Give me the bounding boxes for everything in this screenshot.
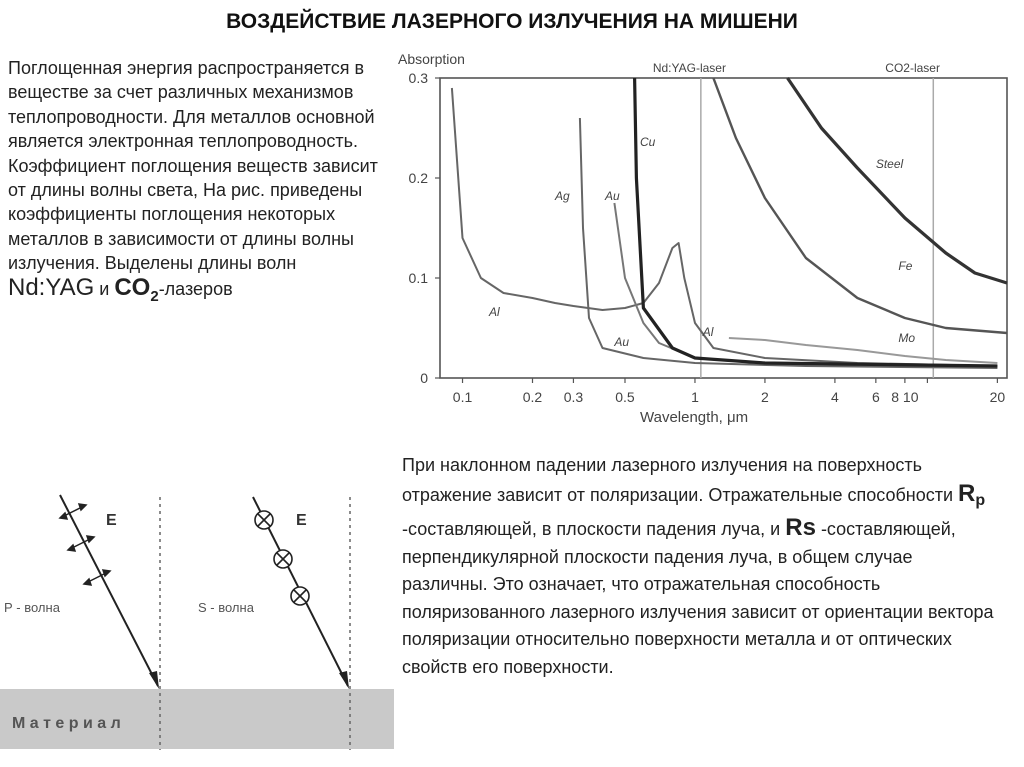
series-label: Au [604,189,620,203]
right-p2: -составляющей, в плоскости падения луча, и [402,519,781,539]
series-label: Al [702,325,714,339]
laser-marker-label: CO2-laser [885,61,940,75]
series-label: Ag [555,189,570,203]
y-tick-label: 0 [420,370,428,386]
co2-sub: 2 [150,287,159,305]
y-tick-label: 0.2 [408,170,428,186]
x-tick-label: 20 [989,389,1006,405]
material-label: М а т е р и а л [12,715,121,732]
y-tick-label: 0.3 [408,70,428,86]
series-label: Au [614,335,630,349]
series-label: Mo [898,331,916,345]
right-p1: При наклонном падении лазерного излучения на поверхность отражение зависит от поляризации. Отражательные способности [402,455,954,505]
p-ray-arrowhead [149,671,159,689]
p-e-label: E [106,512,117,529]
x-tick-label: 0.1 [452,389,473,405]
x-tick-label: 6 [871,389,880,405]
right-p3: -составляющей, перпендикулярной плоскости падения луча, в общем случае различны. Это означает, что отражательная способность поляризованного лазерного излучения зависит от ориентации вектора поляризации относительно поверхности металла и от оптических свойств его поверхности. [402,519,994,677]
ndyag-label: Nd:YAG [8,273,95,301]
series-label: Steel [875,157,904,171]
series-label: Cu [639,135,656,149]
y-axis-label: Absorption [398,51,465,67]
and-word: и [99,278,110,299]
y-tick-label: 0.1 [408,270,428,286]
series-label: Fe [898,259,913,273]
x-tick-label: 0.3 [563,389,584,405]
lasers-word: -лазеров [158,278,233,299]
x-tick-label: 8 10 [891,389,919,405]
rp-sub: p [975,491,986,509]
x-tick-label: 1 [691,389,699,405]
s-e-label: E [296,512,307,529]
laser-marker-label: Nd:YAG-laser [652,61,726,75]
s-wave-label: S - волна [198,600,254,615]
rp-main: R [958,479,976,507]
rs-label: Rs [785,514,816,541]
x-axis-label: Wavelength, μm [640,409,749,426]
page-title: ВОЗДЕЙСТВИЕ ЛАЗЕРНОГО ИЗЛУЧЕНИЯ НА МИШЕНИ [226,10,798,33]
x-tick-label: 0.5 [615,389,635,405]
p-wave-label: Р - волна [4,600,60,615]
series-label: Al [489,305,500,319]
s-ray-arrowhead [339,671,349,689]
co2-main: CO [114,273,151,301]
x-tick-label: 4 [831,389,839,405]
left-body: Поглощенная энергия распространяется в веществе за счет различных механизмов теплопроводности. Для металлов основной является электронная теплопроводность. Коэффициент поглощения веществ зависит от длины волны света, На рис. приведены коэффициенты поглощения некоторых металлов в зависимости от длины волны излучения. Выделены длины волн [8,58,378,274]
x-tick-label: 0.2 [522,389,543,405]
x-tick-label: 2 [761,389,769,405]
